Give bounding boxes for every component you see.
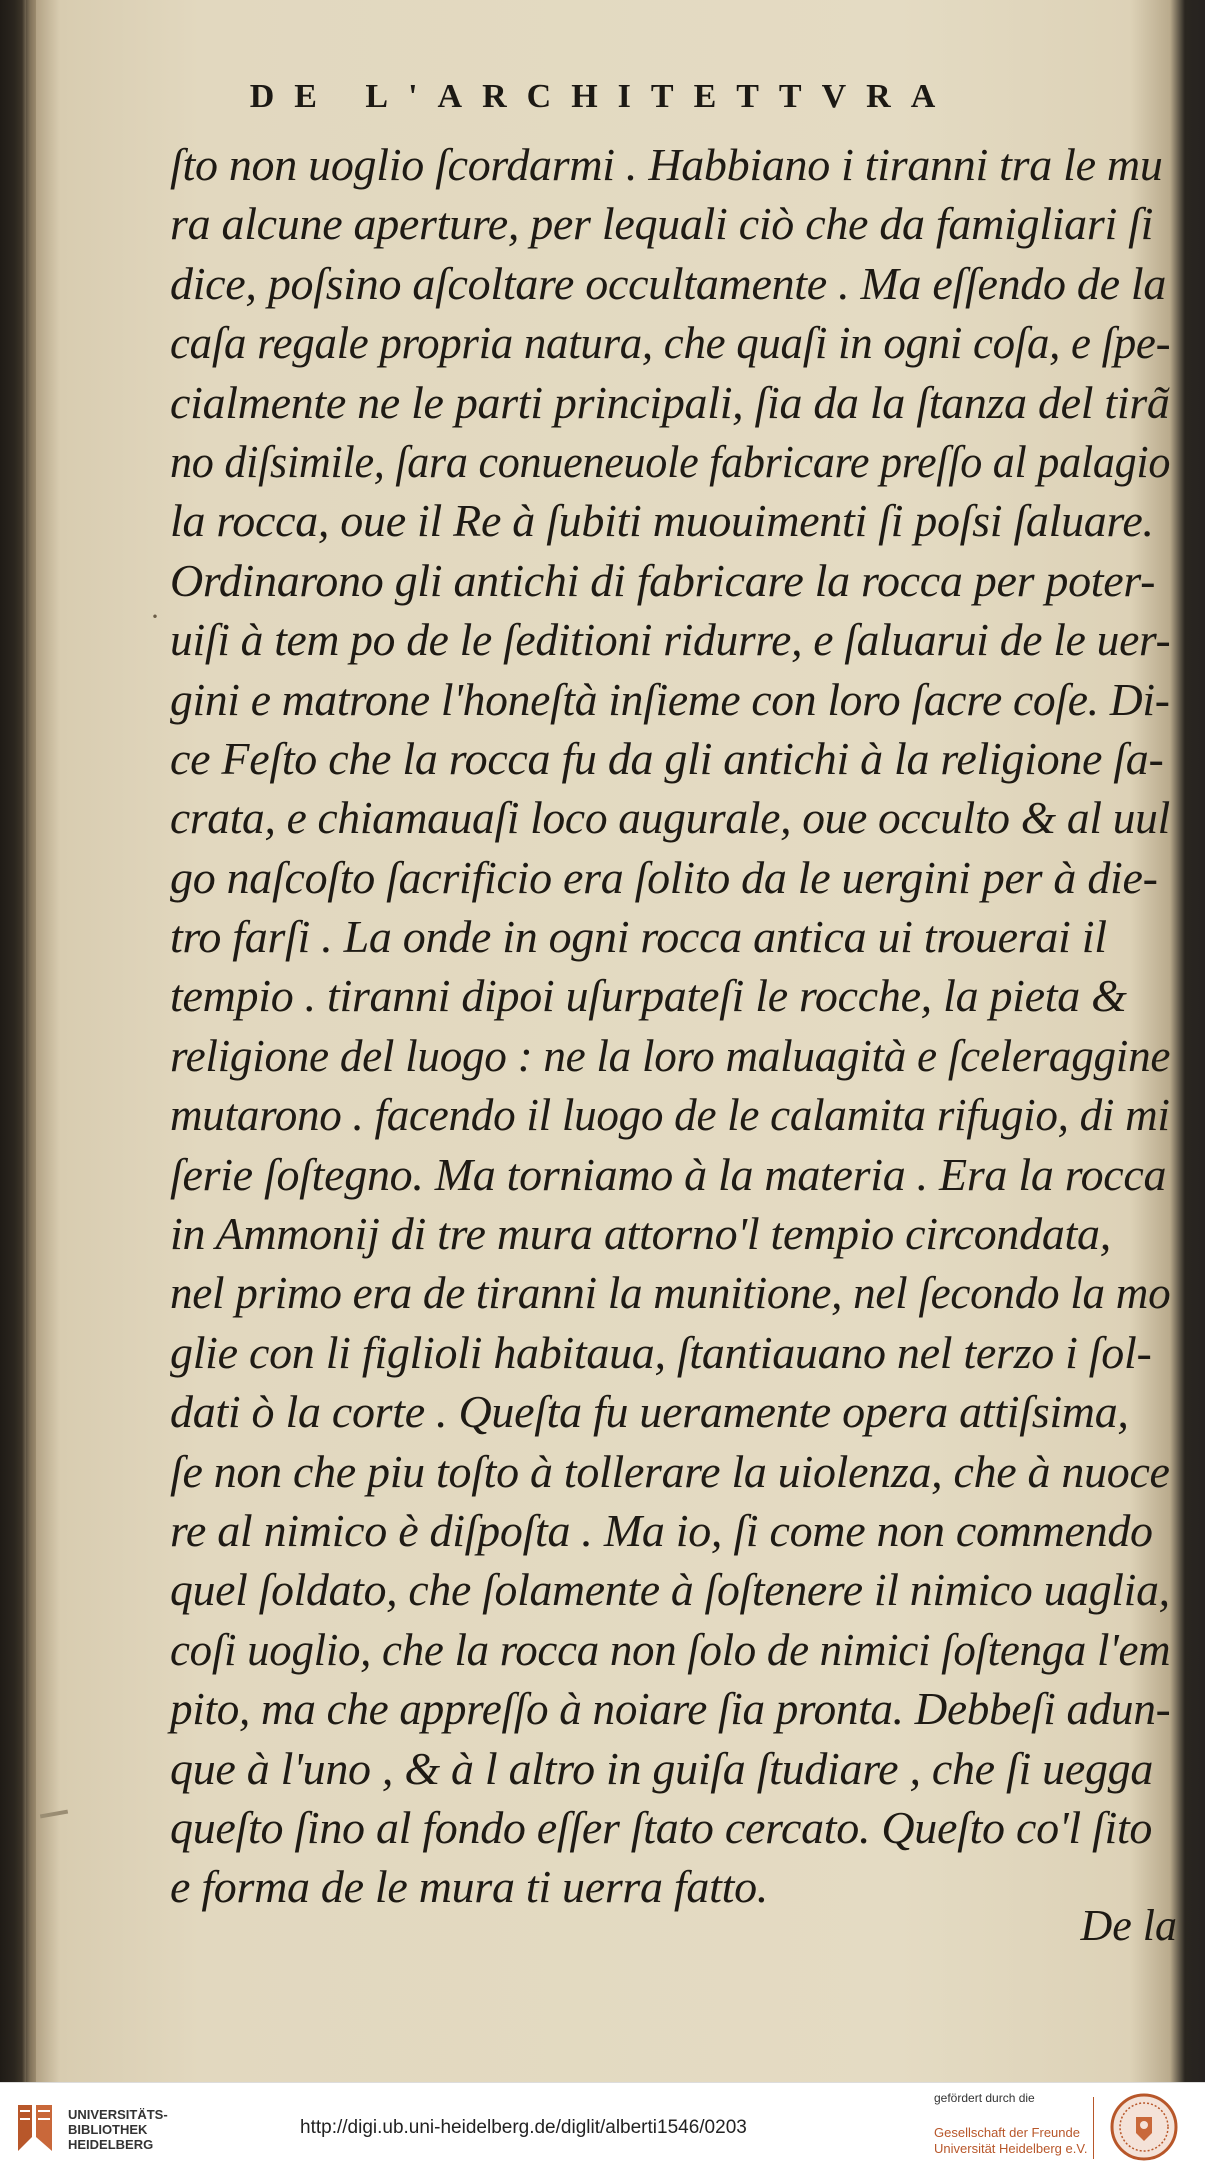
margin-mark: ·: [150, 600, 160, 633]
text-line: pito, ma che appreſſo à noiare ſia pronta. Debbeſi adun-: [170, 1683, 1171, 1735]
text-line: caſa regale propria natura, che quaſi in ogni coſa, e ſpe-: [170, 317, 1171, 369]
text-line: no diſsimile, ſara conueneuole fabricare preſſo al palagio: [170, 435, 1171, 487]
sponsor-block: [934, 2091, 1094, 2157]
text-line: e forma de le mura ti uerra fatto.: [170, 1861, 768, 1913]
text-line: Ordinarono gli antichi di fabricare la rocca per poter-: [170, 554, 1156, 606]
text-line: la rocca, oue il Re à ſubiti muouimenti ſi poſsi ſaluare.: [170, 495, 1154, 547]
library-name-line: UNIVERSITÄTS-: [68, 2107, 168, 2122]
text-line: re al nimico è diſpoſta . Ma io, ſi come non commendo: [170, 1504, 1153, 1556]
catchword: De la: [1080, 1901, 1177, 1950]
library-logo-icon: [12, 2097, 58, 2159]
text-line: ſto non uoglio ſcordarmi . Habbiano i tiranni tra le mu: [170, 139, 1163, 190]
university-seal-icon: [1110, 2093, 1178, 2161]
text-line: que à l'uno , & à l altro in guiſa ſtudiare , che ſi uegga: [170, 1742, 1154, 1794]
text-line: ſe non che piu toſto à tollerare la uiolenza, che à nuoce: [170, 1445, 1170, 1497]
library-name: [68, 2107, 168, 2152]
text-block: [170, 135, 1170, 1917]
society-name-line: Gesellschaft der Freunde: [934, 2125, 1080, 2140]
funded-by-label: gefördert durch die: [934, 2091, 1035, 2105]
library-name-line: BIBLIOTHEK: [68, 2122, 148, 2137]
margin-dash: [40, 1810, 68, 1819]
text-line: queſto ſino al fondo eſſer ſtato cercato. Queſto co'l ſito: [170, 1801, 1153, 1853]
page-edge: [26, 0, 36, 2082]
text-line: religione del luogo : ne la loro maluagità e ſceleraggine: [170, 1029, 1171, 1081]
society-name-line: Universität Heidelberg e.V.: [934, 2141, 1088, 2156]
text-line: tempio . tiranni dipoi uſurpateſi le rocche, la pieta &: [170, 970, 1127, 1022]
text-line: in Ammonij di tre mura attorno'l tempio circondata,: [170, 1208, 1111, 1260]
text-line: gini e matrone l'honeſtà inſieme con loro ſacre coſe. Di-: [170, 673, 1170, 725]
text-line: ra alcune aperture, per lequali ciò che da famigliari ſi: [170, 198, 1154, 250]
text-line: ſerie ſoſtegno. Ma torniamo à la materia . Era la rocca: [170, 1148, 1167, 1200]
text-line: go naſcoſto ſacrificio era ſolito da le uergini per à die-: [170, 851, 1158, 903]
text-line: crata, e chiamauaſi loco augurale, oue occulto & al uul: [170, 792, 1170, 844]
text-line: tro farſi . La onde in ogni rocca antica ui trouerai il: [170, 911, 1107, 963]
footer-bar: [0, 2082, 1205, 2171]
text-line: cialmente ne le parti principali, ſia da la ſtanza del tirã: [170, 376, 1170, 428]
text-line: quel ſoldato, che ſolamente à ſoſtenere il nimico uaglia,: [170, 1564, 1170, 1616]
text-line: dati ò la corte . Queſta fu ueramente opera attiſsima,: [170, 1386, 1129, 1438]
running-head: DE L'ARCHITETTVRA: [249, 78, 956, 115]
text-line: dice, poſsino aſcoltare occultamente . Ma eſſendo de la: [170, 257, 1167, 309]
text-line: ce Feſto che la rocca fu da gli antichi à la religione ſa-: [170, 732, 1164, 784]
permalink-url[interactable]: http://digi.ub.uni-heidelberg.de/diglit/alberti1546/0203: [300, 2117, 747, 2138]
library-name-line: HEIDELBERG: [68, 2137, 154, 2152]
text-line: uiſi à tem po de le ſeditioni ridurre, e ſaluarui de le uer-: [170, 614, 1171, 666]
text-line: mutarono . facendo il luogo de le calamita rifugio, di mi: [170, 1089, 1170, 1141]
text-line: nel primo era de tiranni la munitione, nel ſecondo la mo: [170, 1267, 1171, 1319]
sponsor-divider: [1093, 2097, 1094, 2159]
text-line: glie con li figlioli habitaua, ſtantiauano nel terzo i ſol-: [170, 1326, 1152, 1378]
text-line: coſi uoglio, che la rocca non ſolo de nimici ſoſtenga l'em: [170, 1623, 1171, 1675]
